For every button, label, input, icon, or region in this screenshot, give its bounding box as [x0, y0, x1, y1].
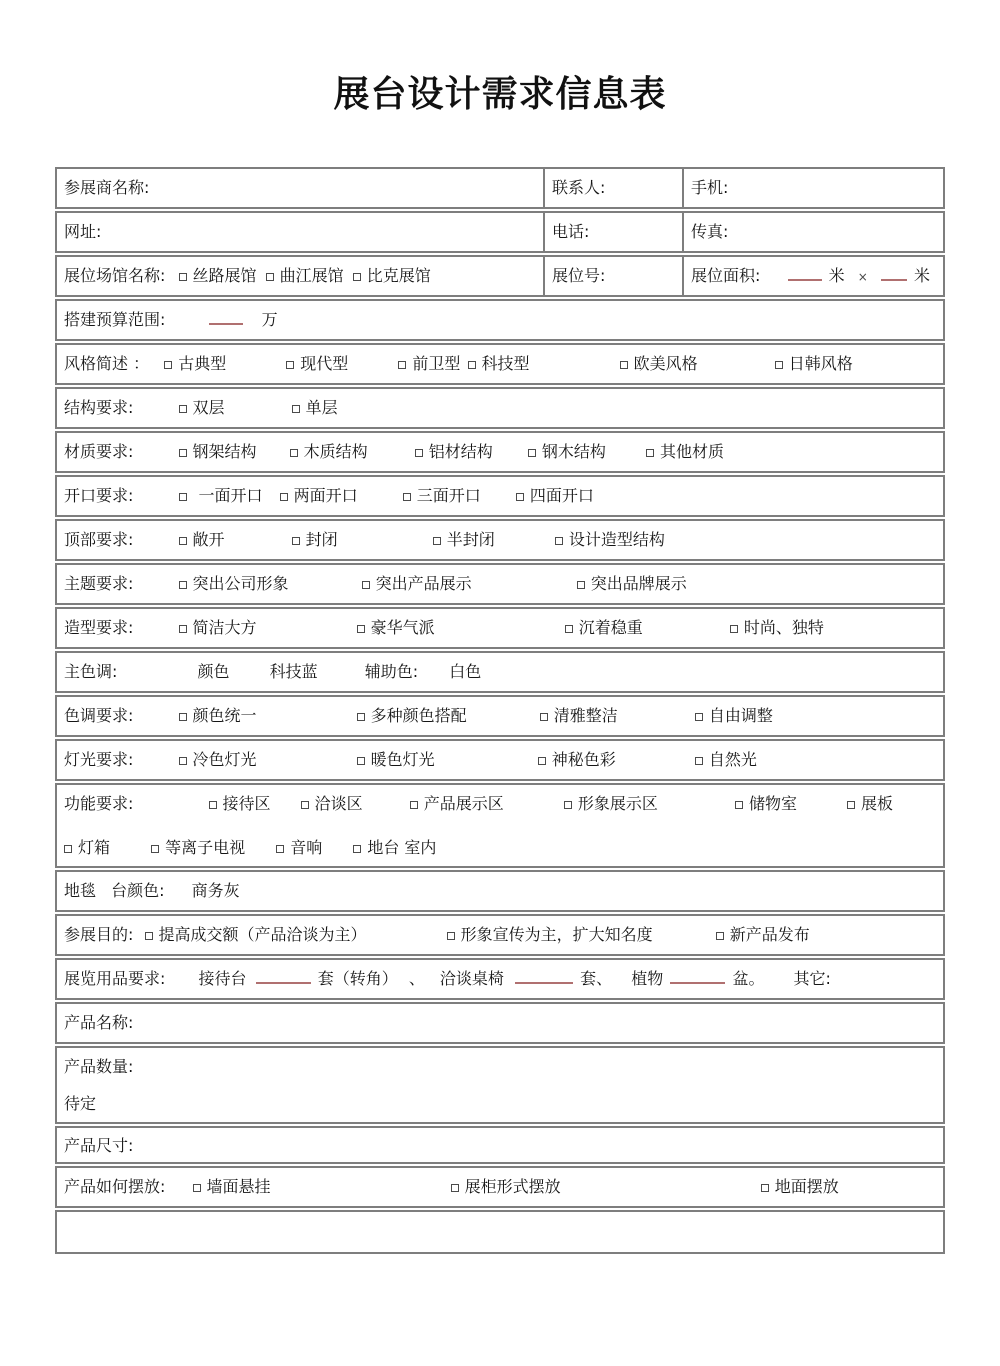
checkbox-icon[interactable] [286, 361, 294, 369]
option-label: 突出产品展示 [375, 574, 472, 593]
checkbox-option[interactable] [179, 486, 263, 506]
option-label: 简洁大方 [192, 618, 257, 637]
field-exhibition-supplies [55, 958, 945, 1000]
platform-color-label: 台颜色: [111, 881, 165, 900]
row-style [55, 343, 945, 385]
field-product-placement [55, 1166, 945, 1208]
supply-unit: 盆。 [732, 969, 765, 988]
option-label: 展板 [861, 794, 894, 813]
option-label: 铝材结构 [428, 442, 493, 461]
checkbox-option[interactable] [847, 794, 893, 814]
checkbox-icon[interactable] [179, 713, 187, 721]
checkbox-icon[interactable] [301, 801, 309, 809]
field-label: 造型要求: [64, 618, 134, 637]
option-label: 突出品牌展示 [590, 574, 687, 593]
carpet-label: 地毯 [64, 881, 97, 900]
field-product-quantity[interactable] [55, 1046, 945, 1124]
checkbox-option[interactable] [528, 442, 606, 462]
checkbox-icon[interactable] [357, 625, 365, 633]
field-label: 展位场馆名称: [64, 266, 166, 285]
field-fax[interactable] [682, 211, 945, 253]
checkbox-option[interactable] [761, 1177, 839, 1197]
checkbox-option[interactable] [398, 354, 460, 374]
field-label: 产品如何摆放: [64, 1177, 166, 1196]
field-venue-name [55, 255, 545, 297]
function-line-1 [64, 794, 936, 814]
row-structure [55, 387, 945, 429]
field-label: 展位面积: [691, 266, 761, 285]
checkbox-option[interactable] [695, 706, 773, 726]
checkbox-option[interactable] [565, 618, 643, 638]
row-top-requirement [55, 519, 945, 561]
checkbox-icon[interactable] [179, 273, 187, 281]
checkbox-icon[interactable] [730, 625, 738, 633]
checkbox-option[interactable] [357, 706, 467, 726]
checkbox-icon[interactable] [276, 845, 284, 853]
option-label: 多种颜色搭配 [370, 706, 467, 725]
checkbox-icon[interactable] [179, 581, 187, 589]
option-label: 提高成交额（产品洽谈为主） [158, 925, 367, 944]
requirements-form-table [55, 167, 945, 1254]
checkbox-icon[interactable] [179, 405, 187, 413]
color-term: 颜色 [197, 662, 230, 681]
field-label: 电话: [552, 222, 590, 241]
field-label: 灯光要求: [64, 750, 134, 769]
checkbox-icon[interactable] [266, 273, 274, 281]
option-label: 半封闭 [446, 530, 495, 549]
checkbox-option[interactable] [286, 354, 348, 374]
option-label: 单层 [305, 398, 338, 417]
checkbox-icon[interactable] [695, 757, 703, 765]
checkbox-option[interactable] [516, 486, 594, 506]
field-label: 手机: [691, 178, 729, 197]
checkbox-option[interactable] [179, 442, 257, 462]
option-label: 暖色灯光 [370, 750, 435, 769]
checkbox-option[interactable] [179, 398, 225, 418]
checkbox-icon[interactable] [646, 449, 654, 457]
field-label: 开口要求: [64, 486, 134, 505]
checkbox-option[interactable] [353, 266, 431, 286]
checkbox-icon[interactable] [280, 493, 288, 501]
supply-item: 接待台 [198, 969, 247, 988]
option-label: 敞开 [192, 530, 225, 549]
field-contact-person[interactable] [543, 167, 684, 209]
checkbox-option[interactable] [468, 354, 530, 374]
field-opening [55, 475, 945, 517]
field-label: 参展目的: [64, 925, 134, 944]
option-label: 三面开口 [416, 486, 481, 505]
row-exhibitor-contact [55, 167, 945, 209]
unit-label: 万 [261, 310, 278, 329]
checkbox-option[interactable] [353, 838, 436, 858]
option-label: 比克展馆 [366, 266, 431, 285]
field-label: 功能要求: [64, 794, 134, 813]
empty-cell[interactable] [55, 1210, 945, 1254]
option-label: 冷色灯光 [192, 750, 257, 769]
checkbox-icon[interactable] [292, 405, 300, 413]
option-label: 音响 [290, 838, 323, 857]
option-label: 时尚、独特 [743, 618, 824, 637]
field-product-name[interactable] [55, 1002, 945, 1044]
row-opening [55, 475, 945, 517]
option-label: 科技型 [481, 354, 530, 373]
checkbox-icon[interactable] [847, 801, 855, 809]
blank-field[interactable] [256, 971, 311, 984]
field-label: 联系人: [552, 178, 606, 197]
field-budget-range [55, 299, 945, 341]
checkbox-option[interactable] [179, 530, 225, 550]
option-label: 钢木结构 [541, 442, 606, 461]
row-venue-booth [55, 255, 945, 297]
option-label: 沉着稳重 [578, 618, 643, 637]
checkbox-option[interactable] [538, 750, 616, 770]
checkbox-icon[interactable] [398, 361, 406, 369]
checkbox-icon[interactable] [716, 932, 724, 940]
unit-label: 米 [828, 266, 845, 285]
blank-field[interactable] [515, 971, 573, 984]
field-mobile[interactable] [682, 167, 945, 209]
checkbox-icon[interactable] [179, 493, 187, 501]
other-label: 其它: [793, 969, 831, 988]
field-label: 主色调: [64, 662, 118, 681]
checkbox-option[interactable] [415, 442, 493, 462]
field-label: 主题要求: [64, 574, 134, 593]
checkbox-icon[interactable] [179, 537, 187, 545]
checkbox-icon[interactable] [179, 625, 187, 633]
field-label: 结构要求: [64, 398, 134, 417]
checkbox-option[interactable] [301, 794, 363, 814]
blank-field[interactable] [209, 312, 243, 325]
row-theme [55, 563, 945, 605]
field-exhibitor-name[interactable] [55, 167, 545, 209]
checkbox-icon[interactable] [620, 361, 628, 369]
field-lighting [55, 739, 945, 781]
field-label: 参展商名称: [64, 178, 150, 197]
field-material [55, 431, 945, 473]
option-label: 颜色统一 [192, 706, 257, 725]
row-main-color [55, 651, 945, 693]
option-label: 自由调整 [708, 706, 773, 725]
checkbox-icon[interactable] [447, 932, 455, 940]
row-carpet-color [55, 870, 945, 912]
field-style [55, 343, 945, 385]
checkbox-icon[interactable] [516, 493, 524, 501]
checkbox-icon[interactable] [145, 932, 153, 940]
field-label: 产品名称: [64, 1013, 134, 1032]
option-label: 等离子电视 [165, 838, 246, 857]
checkbox-icon[interactable] [468, 361, 476, 369]
checkbox-icon[interactable] [555, 537, 563, 545]
row-empty [55, 1210, 945, 1254]
secondary-color-value: 白色 [449, 662, 482, 681]
main-color-value: 科技蓝 [269, 662, 318, 681]
unit-label: 米 [913, 266, 930, 285]
checkbox-icon[interactable] [179, 757, 187, 765]
checkbox-icon[interactable] [565, 625, 573, 633]
checkbox-option[interactable] [292, 530, 338, 550]
checkbox-option[interactable] [555, 530, 665, 550]
field-main-color [55, 651, 945, 693]
checkbox-option[interactable] [403, 486, 481, 506]
checkbox-option[interactable] [290, 442, 368, 462]
field-phone[interactable] [543, 211, 684, 253]
checkbox-option[interactable] [179, 618, 257, 638]
option-label: 现代型 [300, 354, 349, 373]
checkbox-option[interactable] [266, 266, 344, 286]
checkbox-icon[interactable] [353, 273, 361, 281]
option-label: 欧美风格 [633, 354, 698, 373]
field-website[interactable] [55, 211, 545, 253]
checkbox-icon[interactable] [209, 801, 217, 809]
option-label: 钢架结构 [192, 442, 257, 461]
checkbox-icon[interactable] [695, 713, 703, 721]
checkbox-option[interactable] [410, 794, 504, 814]
checkbox-option[interactable] [193, 1177, 271, 1197]
row-purpose [55, 914, 945, 956]
option-label: 展柜形式摆放 [464, 1177, 561, 1196]
row-budget [55, 299, 945, 341]
checkbox-option[interactable] [357, 618, 435, 638]
checkbox-icon[interactable] [353, 845, 361, 853]
row-lighting [55, 739, 945, 781]
option-label: 设计造型结构 [568, 530, 665, 549]
option-label: 日韩风格 [788, 354, 853, 373]
checkbox-icon[interactable] [64, 845, 72, 853]
checkbox-icon[interactable] [357, 757, 365, 765]
field-label: 展览用品要求: [64, 969, 166, 988]
checkbox-icon[interactable] [540, 713, 548, 721]
checkbox-option[interactable] [695, 750, 757, 770]
checkbox-option[interactable] [447, 925, 653, 945]
checkbox-icon[interactable] [761, 1184, 769, 1192]
checkbox-option[interactable] [209, 794, 271, 814]
checkbox-icon[interactable] [577, 581, 585, 589]
multiply-sign: × [857, 270, 868, 284]
field-label: 材质要求: [64, 442, 134, 461]
option-label: 产品展示区 [423, 794, 504, 813]
option-label: 古典型 [178, 354, 227, 373]
checkbox-icon[interactable] [179, 449, 187, 457]
field-color-scheme [55, 695, 945, 737]
carpet-color-value: 商务灰 [191, 881, 240, 900]
blank-field[interactable] [881, 268, 907, 281]
checkbox-option[interactable] [145, 925, 367, 945]
checkbox-option[interactable] [179, 750, 257, 770]
field-function [55, 783, 945, 868]
option-label: 其他材质 [659, 442, 724, 461]
checkbox-icon[interactable] [775, 361, 783, 369]
secondary-color-label: 辅助色: [364, 662, 419, 681]
checkbox-icon[interactable] [193, 1184, 201, 1192]
function-line-2 [64, 838, 936, 858]
checkbox-option[interactable] [362, 574, 472, 594]
row-material [55, 431, 945, 473]
option-label: 木质结构 [303, 442, 368, 461]
row-exhibition-supplies [55, 958, 945, 1000]
field-top-requirement [55, 519, 945, 561]
field-label: 色调要求: [64, 706, 134, 725]
field-booth-area [682, 255, 945, 297]
field-carpet-color [55, 870, 945, 912]
option-label: 丝路展馆 [192, 266, 257, 285]
row-product-placement [55, 1166, 945, 1208]
checkbox-icon[interactable] [362, 581, 370, 589]
product-quantity-value: 待定 [64, 1094, 97, 1113]
checkbox-option[interactable] [179, 574, 289, 594]
supply-item: 植物 [631, 969, 664, 988]
checkbox-option[interactable] [646, 442, 724, 462]
field-shape [55, 607, 945, 649]
row-product-size [55, 1126, 945, 1164]
checkbox-icon[interactable] [735, 801, 743, 809]
option-label: 墙面悬挂 [206, 1177, 271, 1196]
checkbox-icon[interactable] [292, 537, 300, 545]
checkbox-icon[interactable] [164, 361, 172, 369]
supply-unit: 套、 [580, 969, 613, 988]
checkbox-option[interactable] [179, 706, 257, 726]
checkbox-option[interactable] [276, 838, 322, 858]
field-label: 搭建预算范围: [64, 310, 166, 329]
field-label: 产品尺寸: [64, 1136, 134, 1155]
field-product-size[interactable] [55, 1126, 945, 1164]
option-label: 地面摆放 [774, 1177, 839, 1196]
checkbox-icon[interactable] [151, 845, 159, 853]
checkbox-icon[interactable] [433, 537, 441, 545]
row-product-name [55, 1002, 945, 1044]
checkbox-icon[interactable] [538, 757, 546, 765]
field-booth-number[interactable] [543, 255, 684, 297]
blank-field[interactable] [670, 971, 725, 984]
page-title: 展台设计需求信息表 [333, 74, 667, 115]
checkbox-option[interactable] [151, 838, 245, 858]
field-purpose [55, 914, 945, 956]
option-label: 一面开口 [198, 486, 263, 505]
option-label: 豪华气派 [370, 618, 435, 637]
row-shape [55, 607, 945, 649]
row-website-phone-fax [55, 211, 945, 253]
checkbox-icon[interactable] [564, 801, 572, 809]
checkbox-icon[interactable] [451, 1184, 459, 1192]
option-label: 前卫型 [412, 354, 461, 373]
row-color-scheme [55, 695, 945, 737]
option-label: 灯箱 [78, 838, 111, 857]
checkbox-option[interactable] [433, 530, 495, 550]
option-label: 清雅整洁 [553, 706, 618, 725]
checkbox-icon[interactable] [415, 449, 423, 457]
option-label: 形象展示区 [577, 794, 658, 813]
checkbox-option[interactable] [775, 354, 853, 374]
checkbox-option[interactable] [292, 398, 338, 418]
option-label: 形象宣传为主，扩大知名度 [460, 925, 653, 944]
checkbox-option[interactable] [730, 618, 824, 638]
supply-item: 洽谈桌椅 [439, 969, 504, 988]
checkbox-option[interactable] [620, 354, 698, 374]
option-label: 四面开口 [529, 486, 594, 505]
option-label: 两面开口 [293, 486, 358, 505]
supply-unit: 套（转角） [317, 969, 398, 988]
blank-field[interactable] [788, 268, 822, 281]
checkbox-option[interactable] [451, 1177, 561, 1197]
option-label: 洽谈区 [314, 794, 363, 813]
checkbox-option[interactable] [716, 925, 810, 945]
checkbox-option[interactable] [735, 794, 797, 814]
option-label: 地台 室内 [367, 838, 437, 857]
option-label: 神秘色彩 [551, 750, 616, 769]
checkbox-option[interactable] [64, 838, 110, 858]
checkbox-option[interactable] [280, 486, 358, 506]
option-label: 双层 [192, 398, 225, 417]
field-structure [55, 387, 945, 429]
checkbox-option[interactable] [357, 750, 435, 770]
field-label: 产品数量: [64, 1057, 134, 1076]
field-label: 展位号: [552, 266, 606, 285]
punctuation: 、 [408, 969, 425, 988]
option-label: 突出公司形象 [192, 574, 289, 593]
checkbox-option[interactable] [564, 794, 658, 814]
checkbox-icon[interactable] [357, 713, 365, 721]
field-label: 传真: [691, 222, 729, 241]
checkbox-option[interactable] [164, 354, 226, 374]
option-label: 封闭 [305, 530, 338, 549]
option-label: 曲江展馆 [279, 266, 344, 285]
row-function [55, 783, 945, 868]
checkbox-option[interactable] [179, 266, 257, 286]
option-label: 接待区 [222, 794, 271, 813]
field-label: 风格简述 ： [64, 354, 150, 373]
field-theme [55, 563, 945, 605]
option-label: 储物室 [748, 794, 797, 813]
checkbox-option[interactable] [577, 574, 687, 594]
field-label: 网址: [64, 222, 102, 241]
option-label: 新产品发布 [729, 925, 810, 944]
field-label: 顶部要求: [64, 530, 134, 549]
checkbox-icon[interactable] [528, 449, 536, 457]
checkbox-icon[interactable] [410, 801, 418, 809]
option-label: 自然光 [708, 750, 757, 769]
checkbox-option[interactable] [540, 706, 618, 726]
checkbox-icon[interactable] [403, 493, 411, 501]
row-product-quantity [55, 1046, 945, 1124]
checkbox-icon[interactable] [290, 449, 298, 457]
